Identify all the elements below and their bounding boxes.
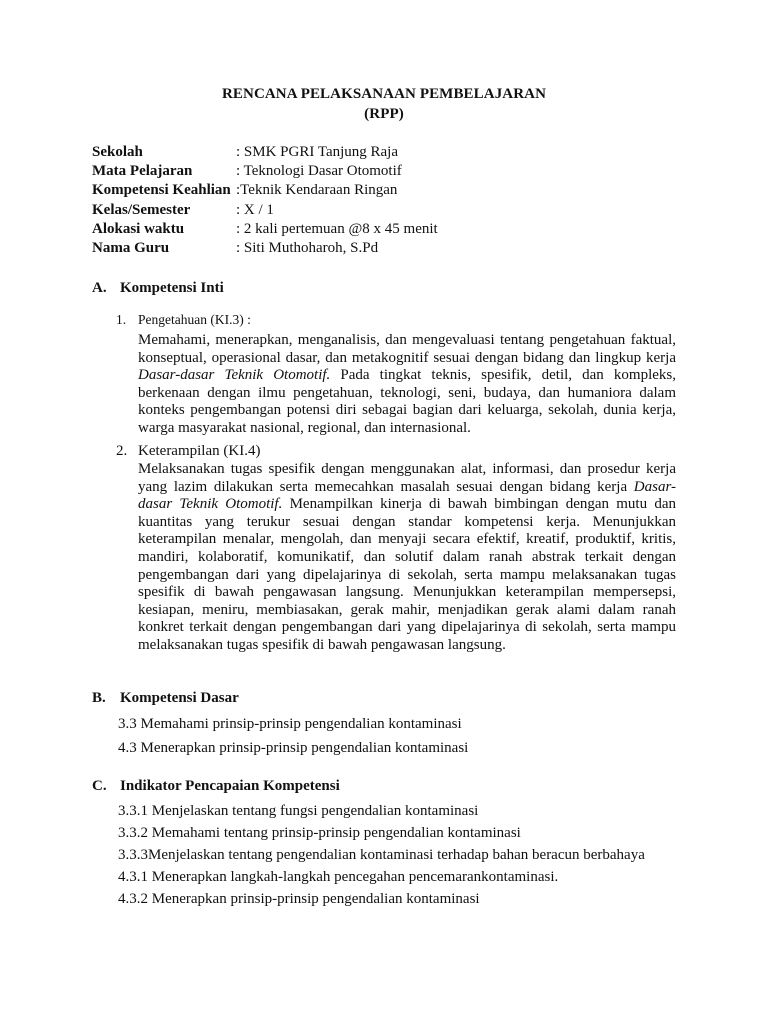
document-title: RENCANA PELAKSANAAN PEMBELAJARAN (221, 86, 547, 102)
ki4-number: 2. (116, 443, 128, 459)
ki3-text-start: Memahami, menerapkan, menganalisis, dan mengevaluasi tentang pengetahuan faktual, konseptual, operasional dasar, dan metakognitif sesuai dengan bidang dan lingkup kerja (138, 332, 676, 366)
identity-value-kelas-semester: : X / 1 (236, 202, 274, 218)
ki3-text-italic: Dasar-dasar Teknik Otomotif. (138, 367, 331, 384)
identity-value-sekolah: : SMK PGRI Tanjung Raja (236, 144, 399, 160)
identity-value-mata-pelajaran: : Teknologi Dasar Otomotif (236, 163, 402, 179)
section-c-letter: C. (92, 778, 107, 794)
identity-label-kompetensi-keahlian: Kompetensi Keahlian (92, 182, 231, 198)
section-c-title: Indikator Pencapaian Kompetensi (120, 778, 340, 794)
identity-label-kelas-semester: Kelas/Semester (92, 202, 191, 218)
indicator-item: 3.3.1 Menjelaskan tentang fungsi pengendalian kontaminasi (118, 803, 479, 819)
identity-label-alokasi-waktu: Alokasi waktu (92, 221, 185, 237)
ki3-paragraph (138, 332, 676, 438)
identity-value-alokasi-waktu: : 2 kali pertemuan @8 x 45 menit (236, 221, 438, 237)
identity-value-nama-guru: : Siti Muthoharoh, S.Pd (236, 240, 379, 256)
ki3-text-end: Pada tingkat teknis, spesifik, detil, dan kompleks, berkenaan dengan ilmu pengetahuan, teknologi, seni, budaya, dan humaniora dalam konteks pengembangan potensi diri sebagai bagian dari keluarga, sekolah, dunia kerja, warga masyarakat nasional, regional, dan internasional. (138, 367, 676, 436)
identity-value-kompetensi-keahlian: :Teknik Kendaraan Ringan (236, 182, 398, 198)
kd-item: 4.3 Menerapkan prinsip-prinsip pengendalian kontaminasi (118, 740, 469, 756)
indicator-item: 4.3.2 Menerapkan prinsip-prinsip pengendalian kontaminasi (118, 891, 480, 907)
section-a-title: Kompetensi Inti (120, 280, 224, 296)
ki3-heading: Pengetahuan (KI.3) : (138, 312, 251, 327)
ki4-text-italic: Dasar-dasar Teknik Otomotif. (138, 478, 676, 513)
section-b-title: Kompetensi Dasar (120, 690, 239, 706)
identity-label-sekolah: Sekolah (92, 144, 143, 160)
section-a-letter: A. (92, 280, 107, 296)
ki4-text-end: Menampilkan kinerja di bawah bimbingan dengan mutu dan kuantitas yang terukur sesuai dengan standar kompetensi kerja. Menunjukkan keterampilan menalar, mengolah, dan menyaji secara efektif, kreatif, produktif, kritis, mandiri, kolaboratif, komunikatif, dan solutif dalam ranah abstrak terkait dengan pengembangan dari yang dipelajarinya di sekolah, serta mampu melaksanakan tugas spesifik di bawah pengawasan langsung. Menunjukkan keterampilan mempersepsi, kesiapan, meniru, membiasakan, gerak mahir, menjadikan gerak alami dalam ranah konkret terkait dengan pengembangan dari yang dipelajarinya di sekolah, serta mampu melaksanakan tugas spesifik di bawah pengawasan langsung. (138, 496, 676, 653)
document-subtitle: (RPP) (364, 106, 404, 122)
indicator-item: 3.3.3Menjelaskan tentang pengendalian kontaminasi terhadap bahan beracun berbahaya (118, 847, 645, 863)
identity-label-mata-pelajaran: Mata Pelajaran (92, 163, 193, 179)
kd-item: 3.3 Memahami prinsip-prinsip pengendalian kontaminasi (118, 716, 462, 732)
indicator-item: 3.3.2 Memahami tentang prinsip-prinsip pengendalian kontaminasi (118, 825, 521, 841)
ki3-number: 1. (116, 312, 127, 327)
indicator-item: 4.3.1 Menerapkan langkah-langkah pencegahan pencemarankontaminasi. (118, 869, 559, 885)
ki4-heading: Keterampilan (KI.4) (138, 443, 261, 459)
ki4-paragraph (138, 461, 676, 655)
identity-label-nama-guru: Nama Guru (92, 240, 170, 256)
ki4-text-start: Melaksanakan tugas spesifik dengan menggunakan alat, informasi, dan prosedur kerja yang lazim dilakukan serta memecahkan masalah sesuai dengan bidang kerja (138, 461, 676, 495)
section-b-letter: B. (92, 690, 106, 706)
